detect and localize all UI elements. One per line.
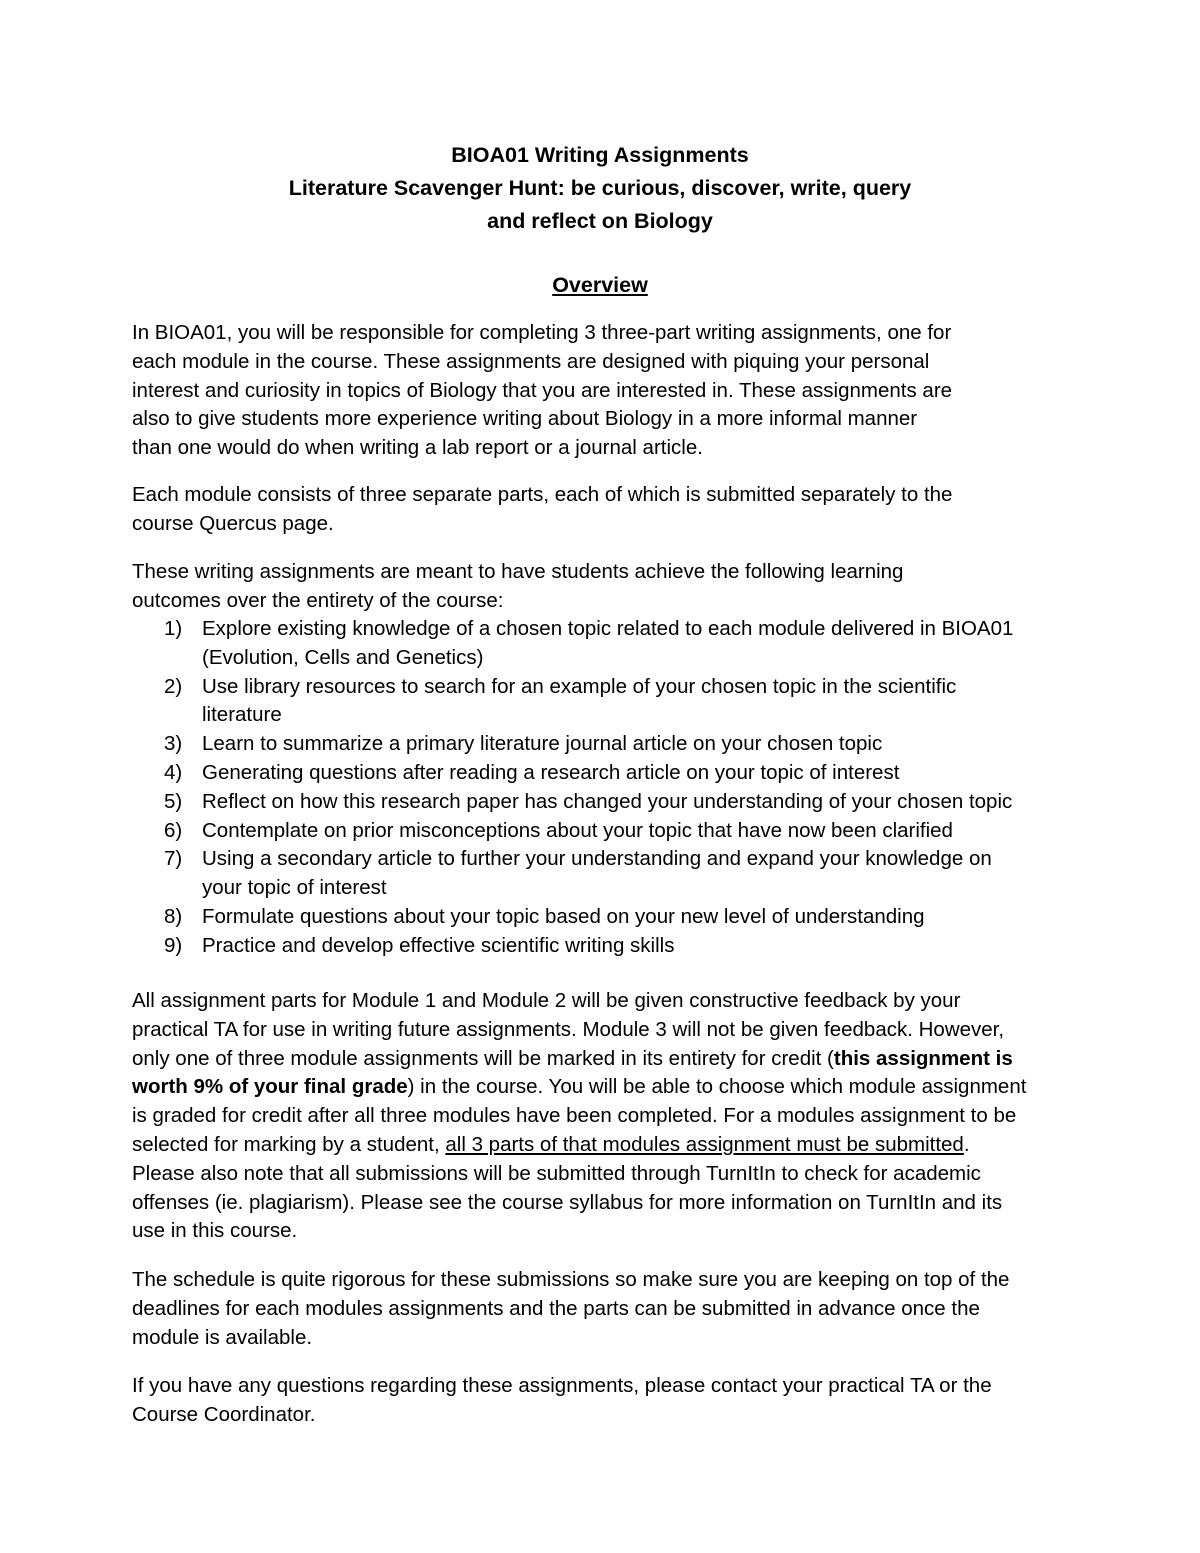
paragraph-line: The schedule is quite rigorous for these submissions so make sure you are keeping on top of the xyxy=(132,1268,1010,1291)
paragraph-line: also to give students more experience writing about Biology in a more informal manner xyxy=(132,407,918,431)
paragraph-line: offenses (ie. plagiarism). Please see the course syllabus for more information on TurnItIn and its xyxy=(132,1190,1003,1214)
list-item-number: 3) xyxy=(164,732,183,756)
list-item-number: 8) xyxy=(164,904,183,928)
paragraph-line: Please also note that all submissions will be submitted through TurnItIn to check for academic xyxy=(132,1161,981,1185)
document-title xyxy=(0,139,1200,238)
list-item-line: Learn to summarize a primary literature journal article on your chosen topic xyxy=(202,732,883,756)
paragraph-line: each module in the course. These assignments are designed with piquing your personal xyxy=(132,349,930,373)
text-run: . xyxy=(963,1132,970,1156)
list-item xyxy=(132,759,1072,788)
learning-outcomes-list xyxy=(132,615,1072,961)
text-run: ) in the course. You will be able to choose which module assignment xyxy=(407,1075,1027,1099)
list-item-line: Reflect on how this research paper has changed your understanding of your chosen topic xyxy=(202,789,1013,813)
list-item xyxy=(132,788,1072,817)
list-item-line: Using a secondary article to further your understanding and expand your knowledge on xyxy=(202,847,992,871)
list-item xyxy=(132,817,1072,846)
list-item-number: 5) xyxy=(164,789,183,813)
paragraph-line: deadlines for each modules assignments and the parts can be submitted in advance once the xyxy=(132,1296,980,1320)
list-item-number: 9) xyxy=(164,933,183,957)
paragraph-line xyxy=(132,1073,1072,1102)
bold-text: this assignment is xyxy=(833,1046,1013,1070)
overview-heading: Overview xyxy=(552,273,648,297)
paragraph-line xyxy=(132,1045,1072,1074)
paragraph-line: If you have any questions regarding these assignments, please contact your practical TA or the xyxy=(132,1374,992,1397)
paragraph-line: Course Coordinator. xyxy=(132,1402,316,1426)
paragraph-schedule xyxy=(132,1266,1072,1352)
list-item-line: (Evolution, Cells and Genetics) xyxy=(202,645,484,669)
paragraph-feedback-grading xyxy=(132,987,1072,1246)
paragraph-contact xyxy=(132,1372,1072,1430)
list-item-line: Practice and develop effective scientific writing skills xyxy=(202,933,675,957)
paragraph-module-parts xyxy=(132,481,1072,539)
title-line-2: Literature Scavenger Hunt: be curious, discover, write, query xyxy=(288,176,912,200)
paragraph-learning-outcomes xyxy=(132,558,1072,616)
paragraph-line: All assignment parts for Module 1 and Module 2 will be given constructive feedback by your xyxy=(132,989,961,1012)
text-run: selected for marking by a student, xyxy=(132,1132,446,1156)
text-run: only one of three module assignments will be marked in its entirety for credit ( xyxy=(132,1046,834,1070)
list-item-line: your topic of interest xyxy=(202,876,387,900)
list-item-line: Formulate questions about your topic based on your new level of understanding xyxy=(202,904,925,928)
underlined-text: all 3 parts of that modules assignment must be submitted xyxy=(445,1132,964,1156)
list-item-number: 1) xyxy=(164,617,183,640)
paragraph-line: These writing assignments are meant to have students achieve the following learning xyxy=(132,560,904,583)
paragraph-line: course Quercus page. xyxy=(132,511,334,535)
list-item xyxy=(132,730,1072,759)
list-item xyxy=(132,673,1072,731)
bold-text: worth 9% of your final grade xyxy=(132,1075,408,1099)
list-item-number: 4) xyxy=(164,760,183,784)
paragraph-line: outcomes over the entirety of the course: xyxy=(132,588,504,612)
list-item-line: Use library resources to search for an example of your chosen topic in the scientific xyxy=(202,674,957,698)
paragraph-line: In BIOA01, you will be responsible for completing 3 three-part writing assignments, one for xyxy=(132,321,952,344)
paragraph-line: module is available. xyxy=(132,1325,313,1349)
list-item xyxy=(132,932,1072,961)
paragraph-line: Each module consists of three separate parts, each of which is submitted separately to the xyxy=(132,483,953,506)
list-item xyxy=(132,845,1072,903)
paragraph-line: use in this course. xyxy=(132,1219,298,1243)
title-line-3: and reflect on Biology xyxy=(487,209,713,233)
list-item-line: literature xyxy=(202,703,282,727)
paragraph-line: interest and curiosity in topics of Biology that you are interested in. These assignments are xyxy=(132,378,953,402)
paragraph-line: is graded for credit after all three modules have been completed. For a modules assignment to be xyxy=(132,1104,1017,1128)
paragraph-line: than one would do when writing a lab report or a journal article. xyxy=(132,436,703,460)
paragraph-intro xyxy=(132,319,1072,463)
paragraph-line: practical TA for use in writing future assignments. Module 3 will not be given feedback. However, xyxy=(132,1017,1005,1041)
list-item-number: 7) xyxy=(164,847,183,871)
list-item-number: 2) xyxy=(164,674,183,698)
list-item xyxy=(132,903,1072,932)
list-item xyxy=(132,615,1072,673)
list-item-line: Contemplate on prior misconceptions about your topic that have now been clarified xyxy=(202,818,953,842)
paragraph-line xyxy=(132,1131,1072,1160)
title-line-1: BIOA01 Writing Assignments xyxy=(451,143,749,167)
list-item-line: Explore existing knowledge of a chosen topic related to each module delivered in BIOA01 xyxy=(202,617,1014,640)
list-item-line: Generating questions after reading a research article on your topic of interest xyxy=(202,760,900,784)
list-item-number: 6) xyxy=(164,818,183,842)
